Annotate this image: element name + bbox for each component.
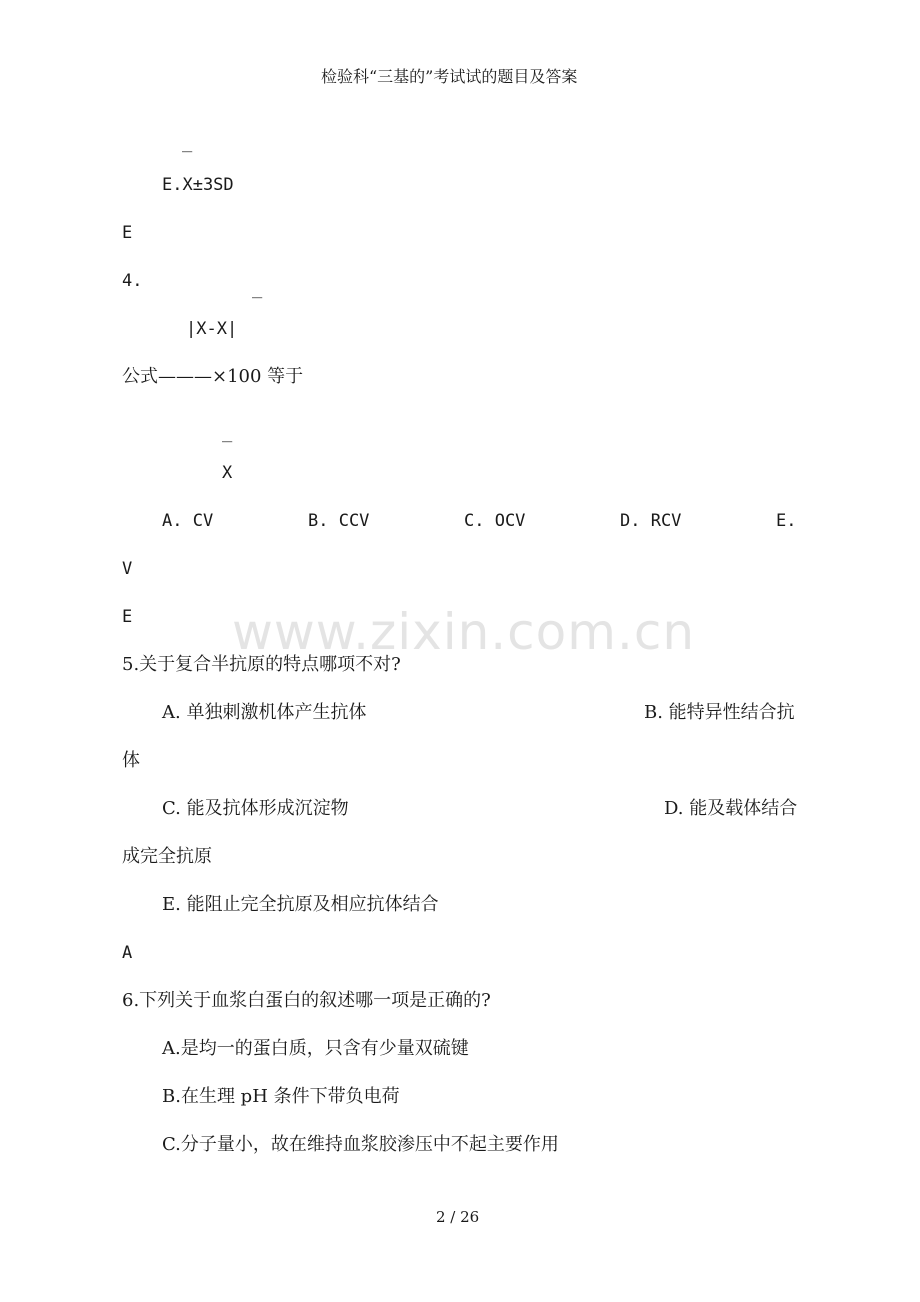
q4-option-b: B. CCV <box>308 511 370 531</box>
q6-option-a: A.是均一的蛋白质，只含有少量双硫键 <box>162 1038 469 1059</box>
q4-option-c: C. OCV <box>464 511 526 531</box>
q5-option-d: D. 能及载体结合 <box>664 798 798 819</box>
q5-answer: A <box>122 943 133 963</box>
q3-option-e: E.X±3SD <box>162 175 234 195</box>
q3-overbar: _ <box>182 133 193 153</box>
q4-overbar-top: _ <box>252 279 263 299</box>
q4-option-e-wrap: V <box>122 559 133 579</box>
q6-option-b: B.在生理 pH 条件下带负电荷 <box>162 1086 400 1107</box>
q5-option-b-wrap: 体 <box>122 750 140 771</box>
q4-overbar-bottom: _ <box>222 423 233 443</box>
q4-number: 4. <box>122 271 143 291</box>
page-number: 2 / 26 <box>436 1208 480 1226</box>
watermark: www.zixin.com.cn <box>232 603 696 661</box>
q4-option-d: D. RCV <box>620 511 682 531</box>
q4-answer: E <box>122 607 133 627</box>
q5-option-e: E. 能阻止完全抗原及相应抗体结合 <box>162 894 439 915</box>
q5-option-c: C. 能及抗体形成沉淀物 <box>162 798 349 819</box>
q5-option-a: A. 单独刺激机体产生抗体 <box>162 702 367 723</box>
q4-numerator: |X-X| <box>186 319 238 339</box>
q3-answer: E <box>122 223 133 243</box>
q4-option-e: E. <box>776 511 797 531</box>
q6-option-c: C.分子量小，故在维持血浆胶渗压中不起主要作用 <box>162 1134 559 1155</box>
q5-question: 5.关于复合半抗原的特点哪项不对? <box>122 654 401 675</box>
q4-option-a: A. CV <box>162 511 214 531</box>
page-header-title: 检验科“三基的”考试试的题目及答案 <box>321 67 578 86</box>
q4-formula: 公式———×100 等于 <box>122 366 304 387</box>
q5-option-b: B. 能特异性结合抗 <box>644 702 795 723</box>
q6-question: 6.下列关于血浆白蛋白的叙述哪一项是正确的? <box>122 990 491 1011</box>
q4-denominator: X <box>222 463 233 483</box>
q5-option-d-wrap: 成完全抗原 <box>122 846 212 867</box>
